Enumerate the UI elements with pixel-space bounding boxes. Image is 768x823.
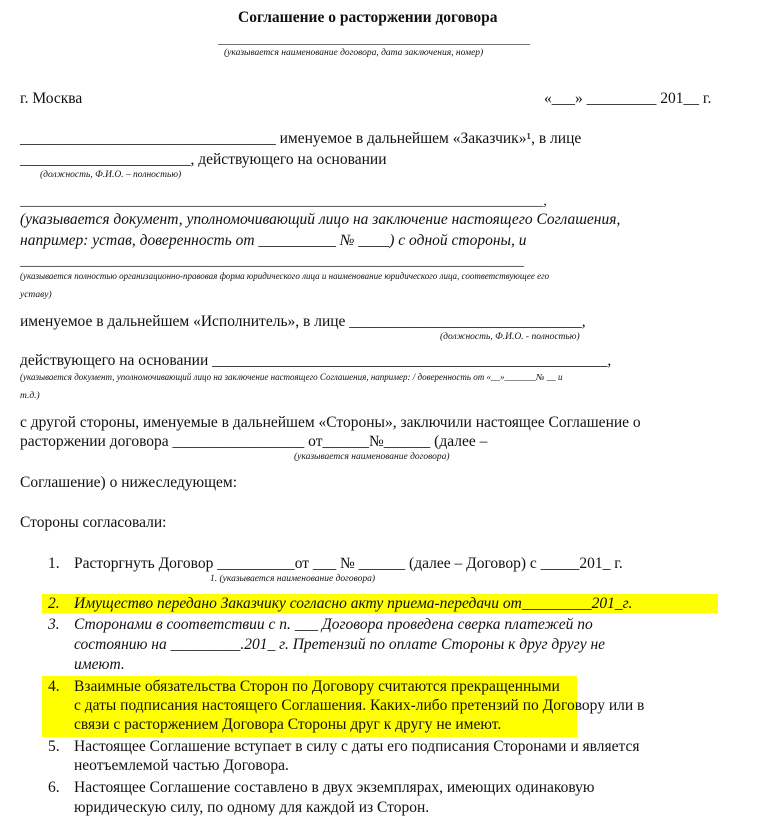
party1-line3: _____________________________________________________________________________, [20,193,547,208]
party1-line1: _________________________________ именуемое в дальнейшем «Заказчик»¹, в лице [20,130,582,147]
intro-line3: Соглашение) о нижеследующем: [20,474,238,491]
item-6-number: 6. [48,779,60,796]
item-4-number: 4. [48,678,60,695]
title-rule: ____________________________________________________ [218,32,530,46]
party1-org-hint1: (указывается полностью организационно-правовая форма юридического лица и наименование юридического лица, соответствующее его [20,271,550,281]
party1-doc-line2: например: устав, доверенность от __________ № ____) с одной стороны, и [20,232,527,249]
party1-line4: ________________________________________________________________________ [20,254,524,269]
item-5-line1: Настоящее Соглашение вступает в силу с даты его подписания Сторонами и является [74,738,640,755]
item-4-line3: связи с расторжением Договора Стороны друг к другу не имеют. [74,716,502,733]
city: г. Москва [20,90,83,107]
party1-position-hint: (должность, Ф.И.О. – полностью) [40,170,182,180]
party1-doc-line1: (указывается документ, уполномочивающий лицо на заключение настоящего Соглашения, [20,211,621,228]
party2-line2: действующего на основании ___________________________________________________, [20,352,612,369]
party2-doc-hint2: т.д.) [20,391,40,401]
item-5-line2: неотъемлемой частью Договора. [74,757,289,774]
item-5-number: 5. [48,738,60,755]
item-1-number: 1. [48,555,60,572]
item-1-line: Расторгнуть Договор __________от ___ № ______ (далее – Договор) с _____201_ г. [74,555,623,572]
item-4-line2: с даты подписания настоящего Соглашения. Каких-либо претензий по Договору или в [74,697,645,714]
party2-line1: именуемое в дальнейшем «Исполнитель», в лице ______________________________, [20,313,586,330]
item-3-number: 3. [48,616,60,633]
intro-line1: с другой стороны, именуемые в дальнейшем «Стороны», заключили настоящее Соглашение о [20,414,641,431]
item-6-line1: Настоящее Соглашение составлено в двух экземплярах, имеющих одинаковую [74,779,595,796]
item-2-number: 2. [48,595,60,612]
party1-line2: ______________________, действующего на основании [20,151,387,168]
title-hint: (указывается наименование договора, дата заключения, номер) [224,48,484,58]
intro-hint: (указывается наименование договора) [294,452,450,462]
item-4-line1: Взаимные обязательства Сторон по Договору считаются прекращенными [74,678,560,695]
item-1-hint: 1. (указывается наименование договора) [210,574,375,584]
date-line: «___» _________ 201__ г. [544,90,712,107]
item-6-line2: юридическую силу, по одному для каждой из Сторон. [74,799,430,816]
party1-org-hint2: уставу) [20,290,52,300]
agreed-heading: Стороны согласовали: [20,514,167,531]
party2-position-hint: (должность, Ф.И.О. - полностью) [440,332,580,342]
intro-line2: расторжении договора _________________ от______№______ (далее – [20,433,488,450]
party2-doc-hint1: (указывается документ, уполномочивающий лицо на заключение настоящего Соглашения, например: / доверенность от «__»_______№ __ и [20,372,563,382]
item-3-line2: состоянию на _________.201_ г. Претензий по оплате Стороны к друг другу не [74,636,606,653]
item-3-line1: Сторонами в соответствии с п. ___ Договора проведена сверка платежей по [74,616,593,633]
item-2-line: Имущество передано Заказчику согласно акту приема-передачи от_________201_г. [74,595,633,612]
document-title: Соглашение о расторжении договора [238,9,498,26]
item-3-line3: имеют. [74,656,125,673]
